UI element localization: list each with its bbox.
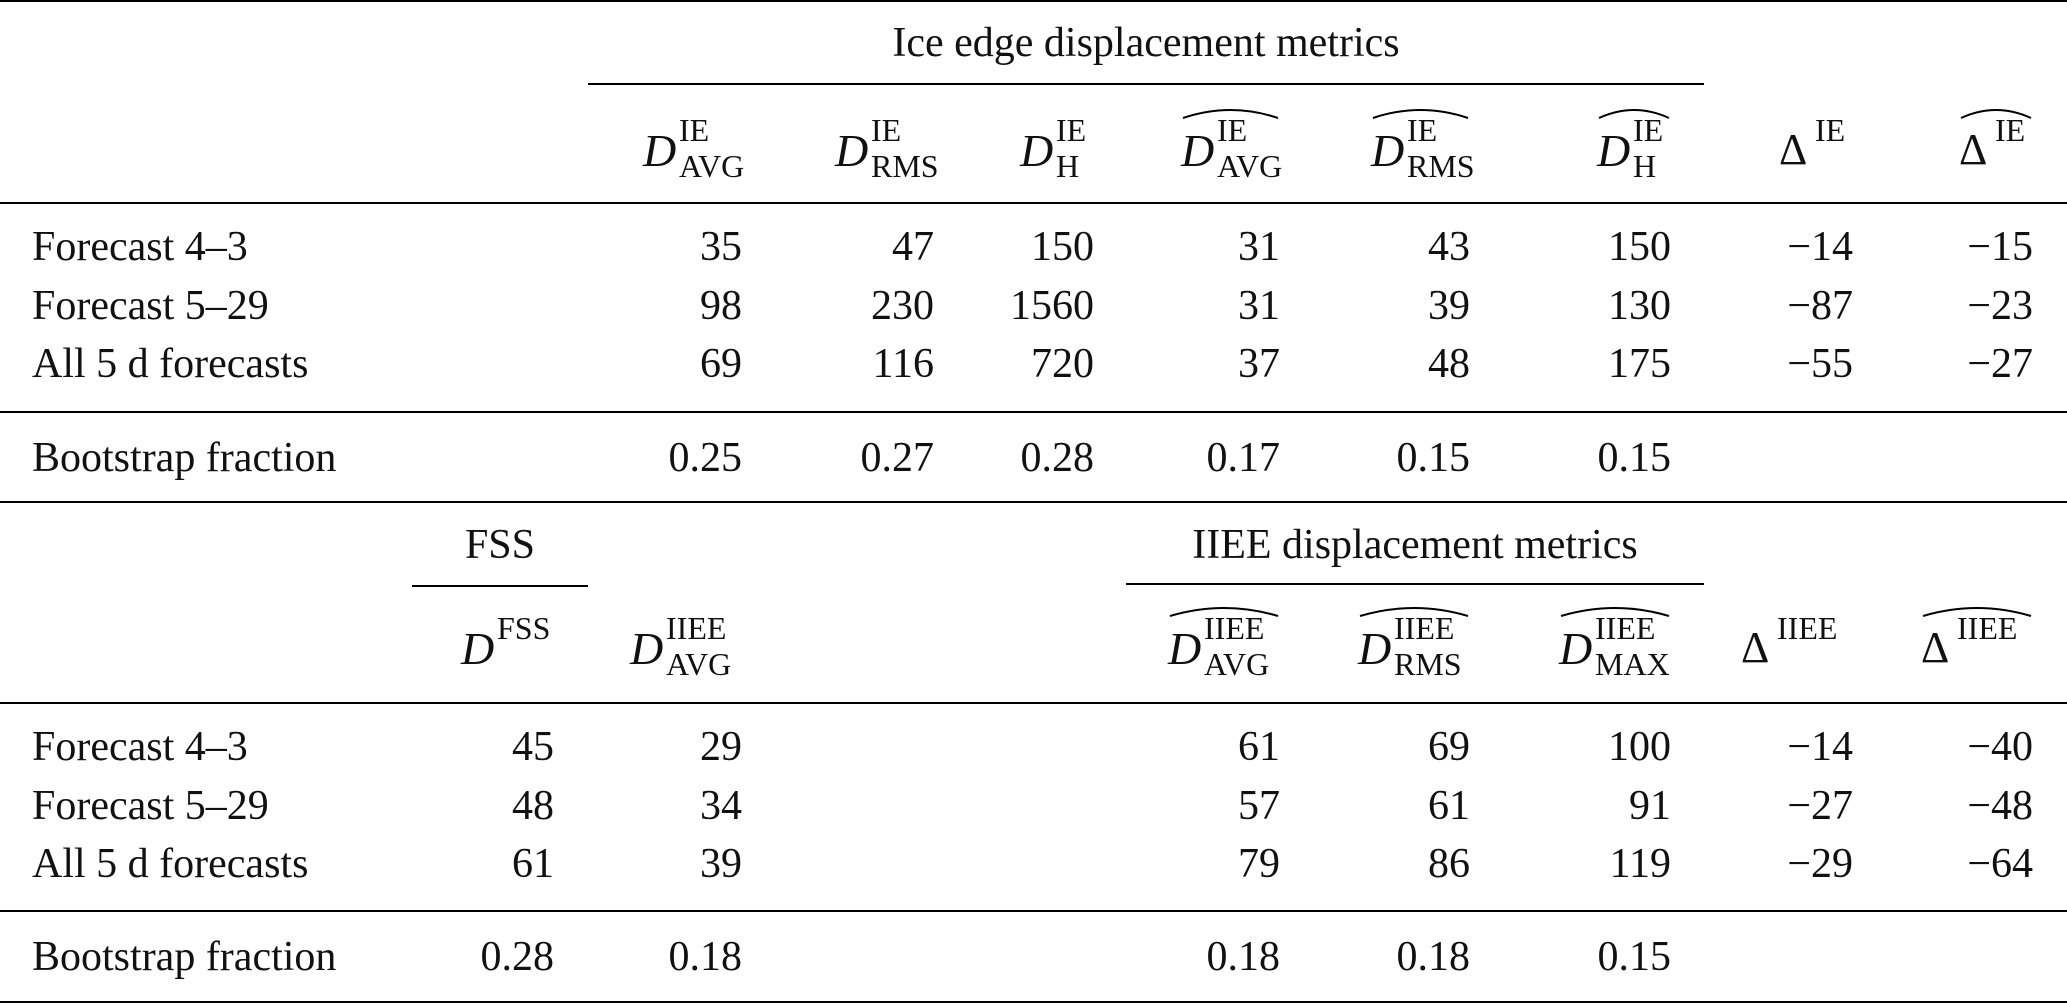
rule-top-header (0, 202, 2067, 204)
rule-bottom-bootstrap (0, 910, 2067, 912)
top-row-cell: 48 (1428, 341, 1470, 387)
header-superscript: IE (1056, 112, 1087, 148)
header-superscript: IE (1995, 112, 2026, 148)
top-row-cell: 116 (872, 341, 934, 387)
header-subscript: MAX (1595, 646, 1670, 682)
symbol-delta: Δ (1779, 125, 1808, 174)
bottom-bootstrap-cell: 0.18 (1396, 934, 1470, 980)
bottom-row-cell: 48 (512, 783, 554, 829)
top-row-cell: −15 (1967, 224, 2033, 270)
hat-accent (1559, 602, 1671, 618)
bottom-row-cell: −64 (1967, 841, 2033, 887)
hat-accent (1168, 602, 1280, 618)
top-bootstrap-cell: 0.25 (668, 435, 742, 481)
header-superscript: IIEE (1394, 610, 1455, 646)
bottom-row-cell: −27 (1787, 783, 1853, 829)
top-row-cell: −23 (1967, 283, 2033, 329)
bottom-bootstrap-cell: 0.28 (480, 934, 554, 980)
top-bootstrap-cell: 0.15 (1396, 435, 1470, 481)
top-bootstrap-cell: 0.15 (1597, 435, 1671, 481)
top-row-cell: 1560 (1010, 283, 1094, 329)
bottom-row-cell: 91 (1629, 783, 1671, 829)
bottom-row-label: Forecast 5–29 (32, 783, 269, 829)
bottom-row-cell: −14 (1787, 724, 1853, 770)
bottom-row-cell: 39 (700, 841, 742, 887)
header-superscript: IE (871, 112, 902, 148)
hat-accent (1358, 602, 1470, 618)
top-row-cell: −27 (1967, 341, 2033, 387)
hat-accent (1181, 104, 1280, 120)
rule-bottom-header (0, 702, 2067, 704)
bottom-row-cell: 100 (1608, 724, 1671, 770)
bottom-col-header-2 (1168, 610, 1280, 696)
symbol-d: D (461, 623, 495, 674)
header-subscript: AVG (1217, 148, 1283, 184)
top-bootstrap-cell: 0.27 (860, 435, 934, 481)
bottom-bootstrap-cell: 0.18 (1206, 934, 1280, 980)
bottom-row-cell: 29 (700, 724, 742, 770)
bottom-bootstrap-cell: 0.18 (668, 934, 742, 980)
header-superscript: IIEE (1777, 610, 1838, 646)
top-row-label: Forecast 5–29 (32, 283, 269, 329)
bottom-col-header-4 (1559, 610, 1671, 696)
rule-top-bootstrap (0, 411, 2067, 413)
symbol-d: D (1371, 125, 1405, 176)
symbol-d: D (643, 125, 677, 176)
symbol-d: D (1559, 623, 1593, 674)
header-subscript: AVG (666, 646, 732, 682)
top-row-cell: 35 (700, 224, 742, 270)
header-superscript: FSS (497, 610, 551, 646)
header-subscript: AVG (1204, 646, 1270, 682)
bottom-bootstrap-label: Bootstrap fraction (32, 934, 337, 980)
top-col-header-7 (1959, 112, 2033, 198)
top-bootstrap-cell: 0.17 (1206, 435, 1280, 481)
bottom-row-cell: 34 (700, 783, 742, 829)
bottom-col-header-3 (1358, 610, 1470, 696)
symbol-delta: Δ (1741, 623, 1770, 672)
header-subscript: RMS (1394, 646, 1462, 682)
top-row-cell: 31 (1238, 283, 1280, 329)
header-superscript: IIEE (1957, 610, 2018, 646)
bottom-row-cell: 119 (1609, 841, 1671, 887)
top-row-cell: 37 (1238, 341, 1280, 387)
header-superscript: IE (1633, 112, 1664, 148)
top-row-cell: 150 (1608, 224, 1671, 270)
top-bootstrap-label: Bootstrap fraction (32, 435, 337, 481)
top-row-label: All 5 d forecasts (32, 341, 309, 387)
bottom-row-cell: 61 (512, 841, 554, 887)
bottom-row-cell: 61 (1428, 783, 1470, 829)
hat-accent (1371, 104, 1470, 120)
top-row-cell: 43 (1428, 224, 1470, 270)
top-row-cell: 31 (1238, 224, 1280, 270)
bottom-col-header-5 (1741, 610, 1853, 696)
symbol-d: D (1181, 125, 1215, 176)
hat-accent (1921, 602, 2033, 618)
top-row-cell: 230 (871, 283, 934, 329)
header-subscript: AVG (679, 148, 745, 184)
top-row-cell: 130 (1608, 283, 1671, 329)
bottom-row-cell: 69 (1428, 724, 1470, 770)
top-row-cell: 150 (1031, 224, 1094, 270)
top-row-cell: 175 (1608, 341, 1671, 387)
symbol-delta: Δ (1959, 125, 1988, 174)
top-row-cell: 69 (700, 341, 742, 387)
bottom-row-cell: 86 (1428, 841, 1470, 887)
top-col-header-2 (1020, 112, 1094, 198)
symbol-d: D (1168, 623, 1202, 674)
header-superscript: IIEE (1204, 610, 1265, 646)
symbol-delta: Δ (1921, 623, 1950, 672)
bottom-row-cell: 57 (1238, 783, 1280, 829)
header-subscript: RMS (1407, 148, 1475, 184)
top-row-cell: 39 (1428, 283, 1470, 329)
rule-iiee-group (1126, 583, 1704, 585)
header-subscript: H (1633, 148, 1657, 184)
ie-group-header: Ice edge displacement metrics (892, 20, 1400, 66)
fss-group-header: FSS (464, 522, 536, 568)
hat-accent (1597, 104, 1671, 120)
top-col-header-0 (643, 112, 745, 198)
header-subscript: H (1056, 148, 1080, 184)
bottom-row-cell: −29 (1787, 841, 1853, 887)
header-superscript: IE (1407, 112, 1438, 148)
symbol-d: D (1597, 125, 1631, 176)
bottom-col-header-0 (461, 610, 554, 696)
iiee-group-header: IIEE displacement metrics (1192, 522, 1638, 568)
header-superscript: IIEE (1595, 610, 1656, 646)
top-col-header-6 (1779, 112, 1853, 198)
symbol-d: D (1358, 623, 1392, 674)
header-superscript: IE (1217, 112, 1248, 148)
bottom-row-cell: 45 (512, 724, 554, 770)
rule-middle (0, 501, 2067, 503)
rule-bottom (0, 1001, 2067, 1003)
bottom-row-cell: 79 (1238, 841, 1280, 887)
top-row-cell: 47 (892, 224, 934, 270)
top-row-label: Forecast 4–3 (32, 224, 248, 270)
hat-accent (1959, 104, 2033, 120)
rule-ie-group (588, 83, 1704, 85)
top-row-cell: 720 (1031, 341, 1094, 387)
top-row-cell: −87 (1787, 283, 1853, 329)
symbol-d: D (630, 623, 664, 674)
bottom-row-cell: −48 (1967, 783, 2033, 829)
bottom-row-cell: 61 (1238, 724, 1280, 770)
rule-fss-group (412, 585, 588, 587)
header-superscript: IE (679, 112, 710, 148)
top-col-header-5 (1597, 112, 1671, 198)
top-row-cell: 98 (700, 283, 742, 329)
top-col-header-4 (1371, 112, 1475, 198)
bottom-row-label: Forecast 4–3 (32, 724, 248, 770)
symbol-d: D (1020, 125, 1054, 176)
symbol-d: D (835, 125, 869, 176)
rule-top (0, 0, 2067, 2)
header-superscript: IE (1815, 112, 1846, 148)
bottom-bootstrap-cell: 0.15 (1597, 934, 1671, 980)
bottom-col-header-1 (630, 610, 742, 696)
top-col-header-3 (1181, 112, 1283, 198)
bottom-row-label: All 5 d forecasts (32, 841, 309, 887)
top-row-cell: −55 (1787, 341, 1853, 387)
header-subscript: RMS (871, 148, 939, 184)
top-bootstrap-cell: 0.28 (1020, 435, 1094, 481)
bottom-col-header-6 (1921, 610, 2033, 696)
header-superscript: IIEE (666, 610, 727, 646)
top-row-cell: −14 (1787, 224, 1853, 270)
bottom-row-cell: −40 (1967, 724, 2033, 770)
top-col-header-1 (835, 112, 939, 198)
